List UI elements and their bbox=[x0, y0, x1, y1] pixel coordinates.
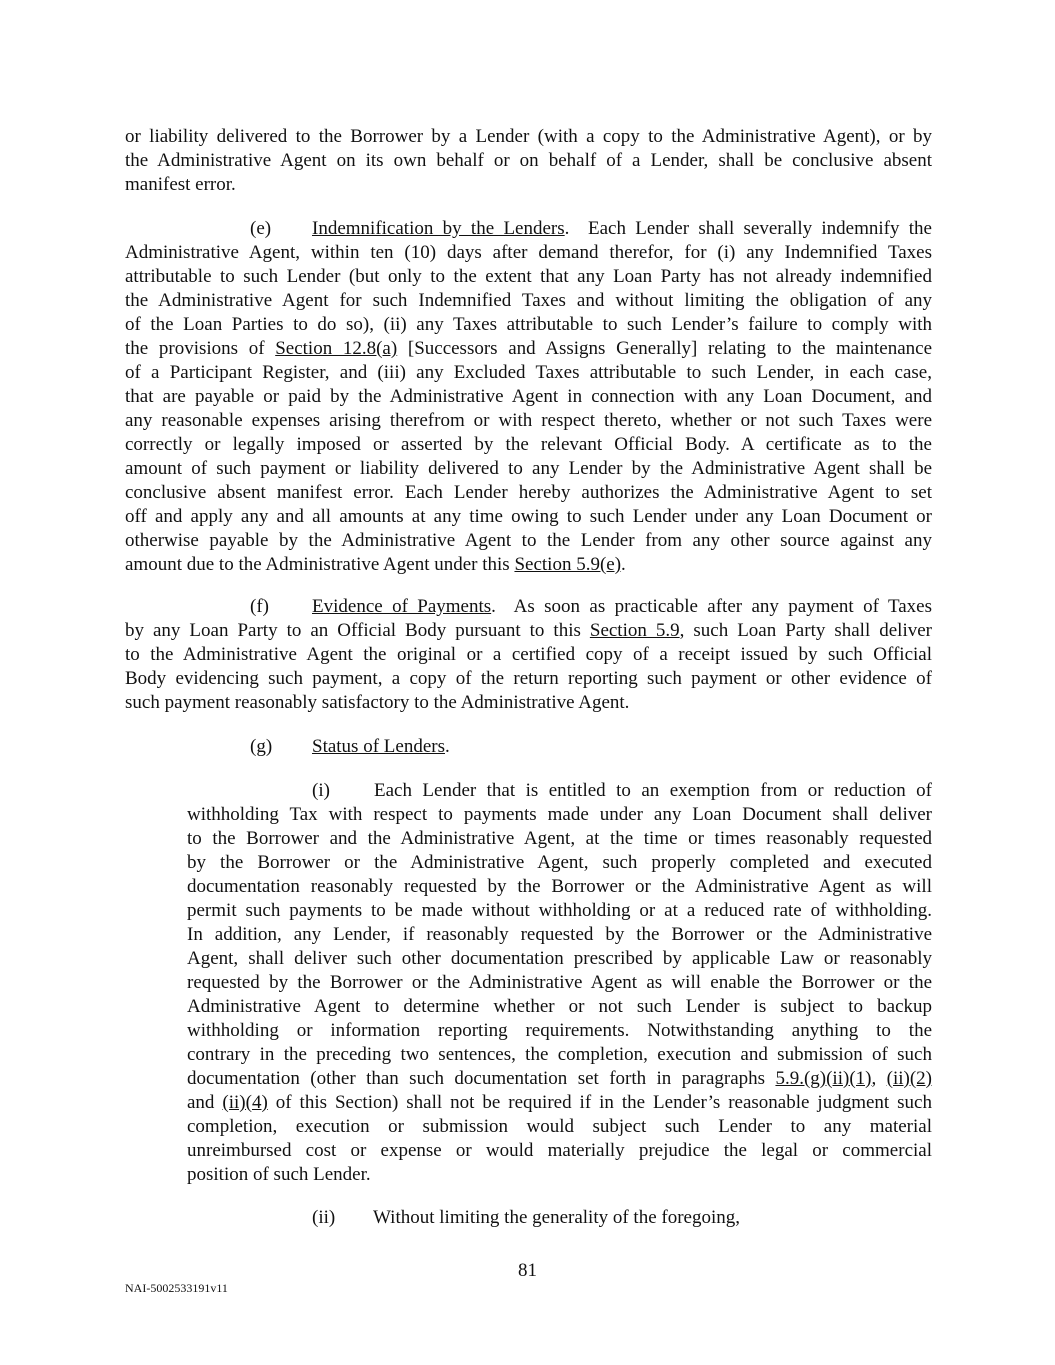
text-line: or liability delivered to the Borrower by a Lender (with a copy to the Administrative Agent), or by bbox=[125, 126, 932, 147]
text-line bbox=[125, 619, 932, 643]
text-line: permit such payments to be made without withholding or at a reduced rate of withholding. bbox=[187, 900, 932, 921]
text-line: amount of such payment or liability delivered to any Lender by the Administrative Agent shall be bbox=[125, 458, 932, 479]
text-fragment: , bbox=[871, 1068, 887, 1089]
text-line: In addition, any Lender, if reasonably requested by the Borrower or the Administrative bbox=[187, 924, 932, 945]
section-label: (f) bbox=[250, 596, 269, 617]
section-label: (ii) bbox=[312, 1207, 336, 1228]
paragraph-e bbox=[125, 217, 932, 577]
text-line: Body evidencing such payment, a copy of the return reporting such payment or other evidence of bbox=[125, 668, 932, 689]
text-fragment: . bbox=[621, 554, 626, 575]
text-fragment: . bbox=[444, 736, 450, 757]
text-line: of a Participant Register, and (iii) any Excluded Taxes attributable to such Lender, in each case, bbox=[125, 362, 932, 383]
cross-reference: (ii)(2) bbox=[886, 1068, 933, 1089]
text-line: correctly or legally imposed or asserted by the relevant Official Body. A certificate as to the bbox=[125, 434, 932, 455]
text-line: Agent, shall deliver such other documentation prescribed by applicable Law or reasonably bbox=[187, 948, 932, 969]
text-fragment: . Each Lender shall severally indemnify the bbox=[564, 218, 932, 239]
text-line: that are payable or paid by the Administrative Agent in connection with any Loan Document, and bbox=[125, 386, 932, 407]
cross-reference: Section 5.9 bbox=[589, 620, 680, 641]
text-line: requested by the Borrower or the Administrative Agent as will enable the Borrower or the bbox=[187, 972, 932, 993]
paragraph-g-ii bbox=[312, 1206, 740, 1230]
cross-reference: Section 12.8(a) bbox=[275, 338, 398, 359]
text-line bbox=[187, 1067, 932, 1091]
text-fragment: by any Loan Party to an Official Body pursuant to this bbox=[125, 620, 590, 641]
text-fragment: , such Loan Party shall deliver bbox=[679, 620, 932, 641]
paragraph-g-heading bbox=[250, 735, 450, 759]
text-fragment: documentation (other than such documentation set forth in paragraphs bbox=[187, 1068, 776, 1089]
text-line: Administrative Agent, within ten (10) days after demand therefor, for (i) any Indemnified Taxes bbox=[125, 242, 932, 263]
document-id: NAI-5002533191v11 bbox=[125, 1281, 228, 1295]
cross-reference: Section 5.9(e) bbox=[514, 554, 622, 575]
section-heading: Indemnification by the Lenders bbox=[312, 218, 565, 239]
text-line: the Administrative Agent for such Indemnified Taxes and without limiting the obligation of any bbox=[125, 290, 932, 311]
section-heading: Status of Lenders bbox=[312, 736, 445, 757]
text-line: position of such Lender. bbox=[187, 1164, 371, 1185]
text-line: contrary in the preceding two sentences, the completion, execution and submission of such bbox=[187, 1044, 932, 1065]
paragraph-f-first-line bbox=[125, 595, 932, 619]
paragraph-g-i-first-line bbox=[187, 779, 932, 803]
cross-reference: (ii)(4) bbox=[222, 1092, 268, 1113]
text-line: the Administrative Agent on its own behalf or on behalf of a Lender, shall be conclusive absent bbox=[125, 150, 932, 171]
text-fragment: amount due to the Administrative Agent under this bbox=[125, 554, 515, 575]
text-line: manifest error. bbox=[125, 174, 236, 195]
text-line: withholding or information reporting requirements. Notwithstanding anything to the bbox=[187, 1020, 932, 1041]
text-line: such payment reasonably satisfactory to the Administrative Agent. bbox=[125, 692, 630, 713]
paragraph-g-i bbox=[187, 779, 932, 1187]
paragraph-continuation bbox=[125, 125, 932, 197]
text-fragment: of this Section) shall not be required if in the Lender’s reasonable judgment such bbox=[267, 1092, 932, 1113]
text-line: Administrative Agent to determine whether or not such Lender is subject to backup bbox=[187, 996, 932, 1017]
text-line: of the Loan Parties to do so), (ii) any Taxes attributable to such Lender’s failure to comply with bbox=[125, 314, 932, 335]
section-label: (g) bbox=[250, 736, 273, 757]
cross-reference: 5.9.(g)(ii)(1) bbox=[775, 1068, 872, 1089]
text-line bbox=[187, 1091, 932, 1115]
text-line: by the Borrower or the Administrative Agent, such properly completed and executed bbox=[187, 852, 932, 873]
paragraph-e-first-line bbox=[125, 217, 932, 241]
text-line: otherwise payable by the Administrative Agent to the Lender from any other source against any bbox=[125, 530, 932, 551]
text-line bbox=[125, 337, 932, 361]
text-line: unreimbursed cost or expense or would materially prejudice the legal or commercial bbox=[187, 1140, 932, 1161]
text-fragment: and bbox=[187, 1092, 223, 1113]
text-line: any reasonable expenses arising therefrom or with respect thereto, whether or not such Taxes were bbox=[125, 410, 932, 431]
text-line: to the Borrower and the Administrative Agent, at the time or times reasonably requested bbox=[187, 828, 932, 849]
text-fragment: . As soon as practicable after any payment of Taxes bbox=[491, 596, 932, 617]
text-line: conclusive absent manifest error. Each Lender hereby authorizes the Administrative Agent to set bbox=[125, 482, 932, 503]
text-fragment: [Successors and Assigns Generally] relating to the maintenance bbox=[397, 338, 933, 359]
text-line: to the Administrative Agent the original or a certified copy of a receipt issued by such Official bbox=[125, 644, 932, 665]
section-label: (i) bbox=[312, 780, 330, 801]
section-heading: Evidence of Payments bbox=[312, 596, 492, 617]
text-line bbox=[125, 553, 932, 577]
text-line: completion, execution or submission would subject such Lender to any material bbox=[187, 1116, 932, 1137]
section-label: (e) bbox=[250, 218, 272, 239]
text-line: attributable to such Lender (but only to the extent that any Loan Party has not already indemnified bbox=[125, 266, 932, 287]
text-fragment: Each Lender that is entitled to an exemption from or reduction of bbox=[374, 780, 932, 801]
text-fragment: the provisions of bbox=[125, 338, 276, 359]
paragraph-f bbox=[125, 595, 932, 715]
text-line: documentation reasonably requested by the Borrower or the Administrative Agent as will bbox=[187, 876, 932, 897]
page-number: 81 bbox=[518, 1260, 537, 1281]
text-line: withholding Tax with respect to payments made under any Loan Document shall deliver bbox=[187, 804, 932, 825]
text-fragment: Without limiting the generality of the foregoing, bbox=[373, 1207, 741, 1228]
text-line: off and apply any and all amounts at any time owing to such Lender under any Loan Document or bbox=[125, 506, 932, 527]
